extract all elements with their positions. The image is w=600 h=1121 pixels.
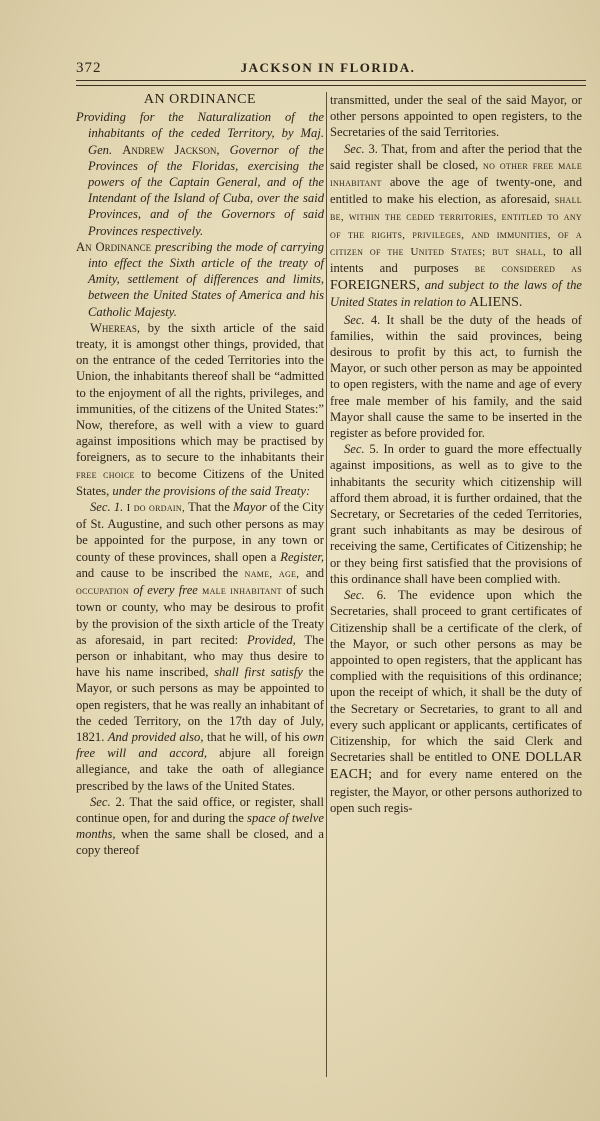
sec1-sc2: occupation	[76, 585, 129, 598]
ordinance-caption-1	[76, 109, 324, 239]
caption1-name: Andrew Jackson,	[122, 142, 220, 157]
sec1-e: of such town or county, who may be desirous to profit by the provision of the sixth article of the Treaty as aforesaid, in part recited:	[76, 583, 324, 647]
sec1-label: Sec. 1.	[90, 500, 124, 515]
whereas-paragraph	[76, 320, 324, 499]
caption2-lead: An Ordinance	[76, 239, 152, 254]
section-6	[330, 587, 582, 816]
sec3-sc3: be considered as	[474, 263, 582, 276]
sec3-a: 3. That, from and after the period that the said register shall be closed,	[330, 141, 582, 172]
page-header	[68, 58, 588, 78]
column-divider	[326, 92, 327, 1077]
left-column	[76, 92, 324, 859]
text-columns	[76, 92, 586, 1092]
sec3-sc1: no other free male inhabitant	[330, 159, 583, 190]
sec6-label: Sec.	[344, 588, 365, 603]
ordinance-caption-2	[76, 239, 324, 320]
sec1-g: the Mayor, or such persons as may be appointed to open registers, that he was really an inhabitant of the ceded Territory, on the 17th day of July, 1821.	[76, 665, 324, 744]
sec6-b: and for every name entered on the register, the Mayor, or other persons authorized to open such regis-	[330, 767, 582, 815]
page-number: 372	[76, 60, 102, 76]
ordinance-title: AN ORDINANCE	[143, 92, 257, 107]
sec3-label: Sec.	[344, 141, 365, 156]
sec1-it1: of every free	[133, 583, 198, 598]
sec1-sc1: name, age,	[244, 567, 300, 580]
section-5	[330, 441, 582, 587]
sec2-label: Sec.	[90, 794, 111, 809]
whereas-smallcaps: free choice	[76, 468, 135, 481]
right-column	[330, 92, 582, 816]
sec3-italic: and subject to the laws of the United States in relation to	[330, 278, 582, 310]
sec1-i: abjure all foreign allegiance, and take the oath of allegiance prescribed by the laws of the United States.	[76, 746, 324, 793]
whereas-lead: Whereas,	[90, 320, 141, 335]
sec1-d: and	[305, 565, 324, 580]
sec4-label: Sec.	[344, 312, 365, 327]
header-rule	[76, 80, 586, 86]
sec6-a: 6. The evidence upon which the Secretaries, shall proceed to grant certificates of Citizenship shall be a certificate of the clerk, of the Mayor, or such other persons as may be appointed to open registers, that the applicant has complied with the requisitions of this ordinance; upon the receipt of which, it shall be the duty of the Secretary or Secretaries, to grant to all and every such applicant or applicants, certificates of Citizenship, for which the said Clerk and Secretaries shall be entitled to	[330, 588, 582, 765]
sec1-h: that he will, of his	[206, 729, 300, 744]
whereas-italic: under the provisions of the said Treaty:	[112, 483, 311, 498]
sec1-mayor: Mayor	[233, 500, 267, 515]
sec6-one-dollar: ONE DOLLAR EACH;	[330, 750, 582, 783]
sec1-sc3: male inhabitant	[202, 585, 282, 598]
sec2-a: 2. That the said office, or register, shall continue open, for and during the	[76, 794, 324, 825]
running-head: JACKSON IN FLORIDA.	[240, 60, 416, 75]
sec3-b: above the age of twenty-one, and entitled to make his election, as aforesaid,	[330, 175, 582, 207]
section-2-continued: transmitted, under the seal of the said Mayor, or other persons appointed to open registers, to the Secretaries of the said Territories.	[330, 93, 582, 140]
caption2-rest: prescribing the mode of carrying into effect the Sixth article of the treaty of Amity, settlement of differences and limits, between the United States of America and his Catholic Majesty.	[88, 239, 325, 319]
sec1-b: of the City of St. Augustine, and such other persons as may be appointed for the purpose, in any town or county of these provinces, shall open a	[76, 500, 324, 564]
caption1-lead: Providing for the Naturalization of the inhabitants of the ceded Territory, by Maj. Gen.	[76, 110, 324, 157]
whereas-text-b: to become Citizens of the United States,	[76, 466, 324, 498]
sec1-provided: Provided,	[246, 632, 296, 647]
sec1-c: and cause to be inscribed the	[76, 565, 239, 580]
section-3	[330, 141, 582, 312]
sec1-it3: And provided also,	[107, 729, 204, 744]
sec2-b: when the same shall be closed, and a copy thereof	[76, 827, 324, 858]
sec5-a: 5. In order to guard the more effectually against impositions, as well as to give to the inhabitants the security which citizenship will afford them abroad, it is further ordained, that the Secretary, or Secretaries of the ceded Territories, grant such inhabitants as may be desirous of receiving the same, Certificates of Citizenship; he or they being first satisfied that the provisions of this ordinance shall have been complied with.	[330, 442, 583, 586]
sec4-a: 4. It shall be the duty of the heads of families, within the said provinces, being desirous to profit by this act, to furnish the Mayor, or such other person as may be appointed to open registers, with the name and age of every free male member of his family, and the said Mayor shall cause the same to be inserted in the register as before provided for.	[330, 312, 582, 441]
section-2	[76, 794, 324, 859]
sec3-aliens: ALIENS.	[469, 295, 523, 311]
section-4	[330, 312, 582, 442]
sec1-ordain: I do ordain,	[126, 502, 186, 515]
caption1-rest: Governor of the Provinces of the Floridas, exercising the powers of the Captain General, and of the Intendant of the Island of Cuba, over the said Provinces, and of the Governors of said Provinces respectively.	[88, 142, 324, 238]
sec3-foreigners: FOREIGNERS,	[330, 278, 420, 294]
sec1-it4: own free will and accord,	[76, 729, 324, 761]
sec3-c: to all intents and purposes	[330, 243, 582, 276]
section-1	[76, 499, 324, 794]
sec1-a: That the	[188, 500, 230, 515]
sec1-it2: shall first satisfy	[214, 665, 303, 680]
sec1-register: Register,	[280, 549, 324, 564]
sec2-it: space of twelve months,	[76, 810, 324, 842]
sec1-f: The person or inhabitant, who may thus desire to have his name inscribed,	[76, 632, 325, 680]
sec3-sc2: shall be, within the ceded territories, entitled to any of the rights, privileges, and immunities, of a citizen of the United States; but shall,	[330, 194, 582, 258]
sec5-label: Sec.	[344, 442, 365, 457]
whereas-text-a: by the sixth article of the said treaty, it is amongst other things, provided, that on the entrance of the ceded Territories into the Union, the inhabitants thereof shall be “admitted to the enjoyment of all the rights, privileges, and immunities, of the citizens of the United States:” Now, therefore, as well with a view to guard against impositions which may be practised by foreigners, as to secure to the inhabitants their	[76, 320, 324, 465]
